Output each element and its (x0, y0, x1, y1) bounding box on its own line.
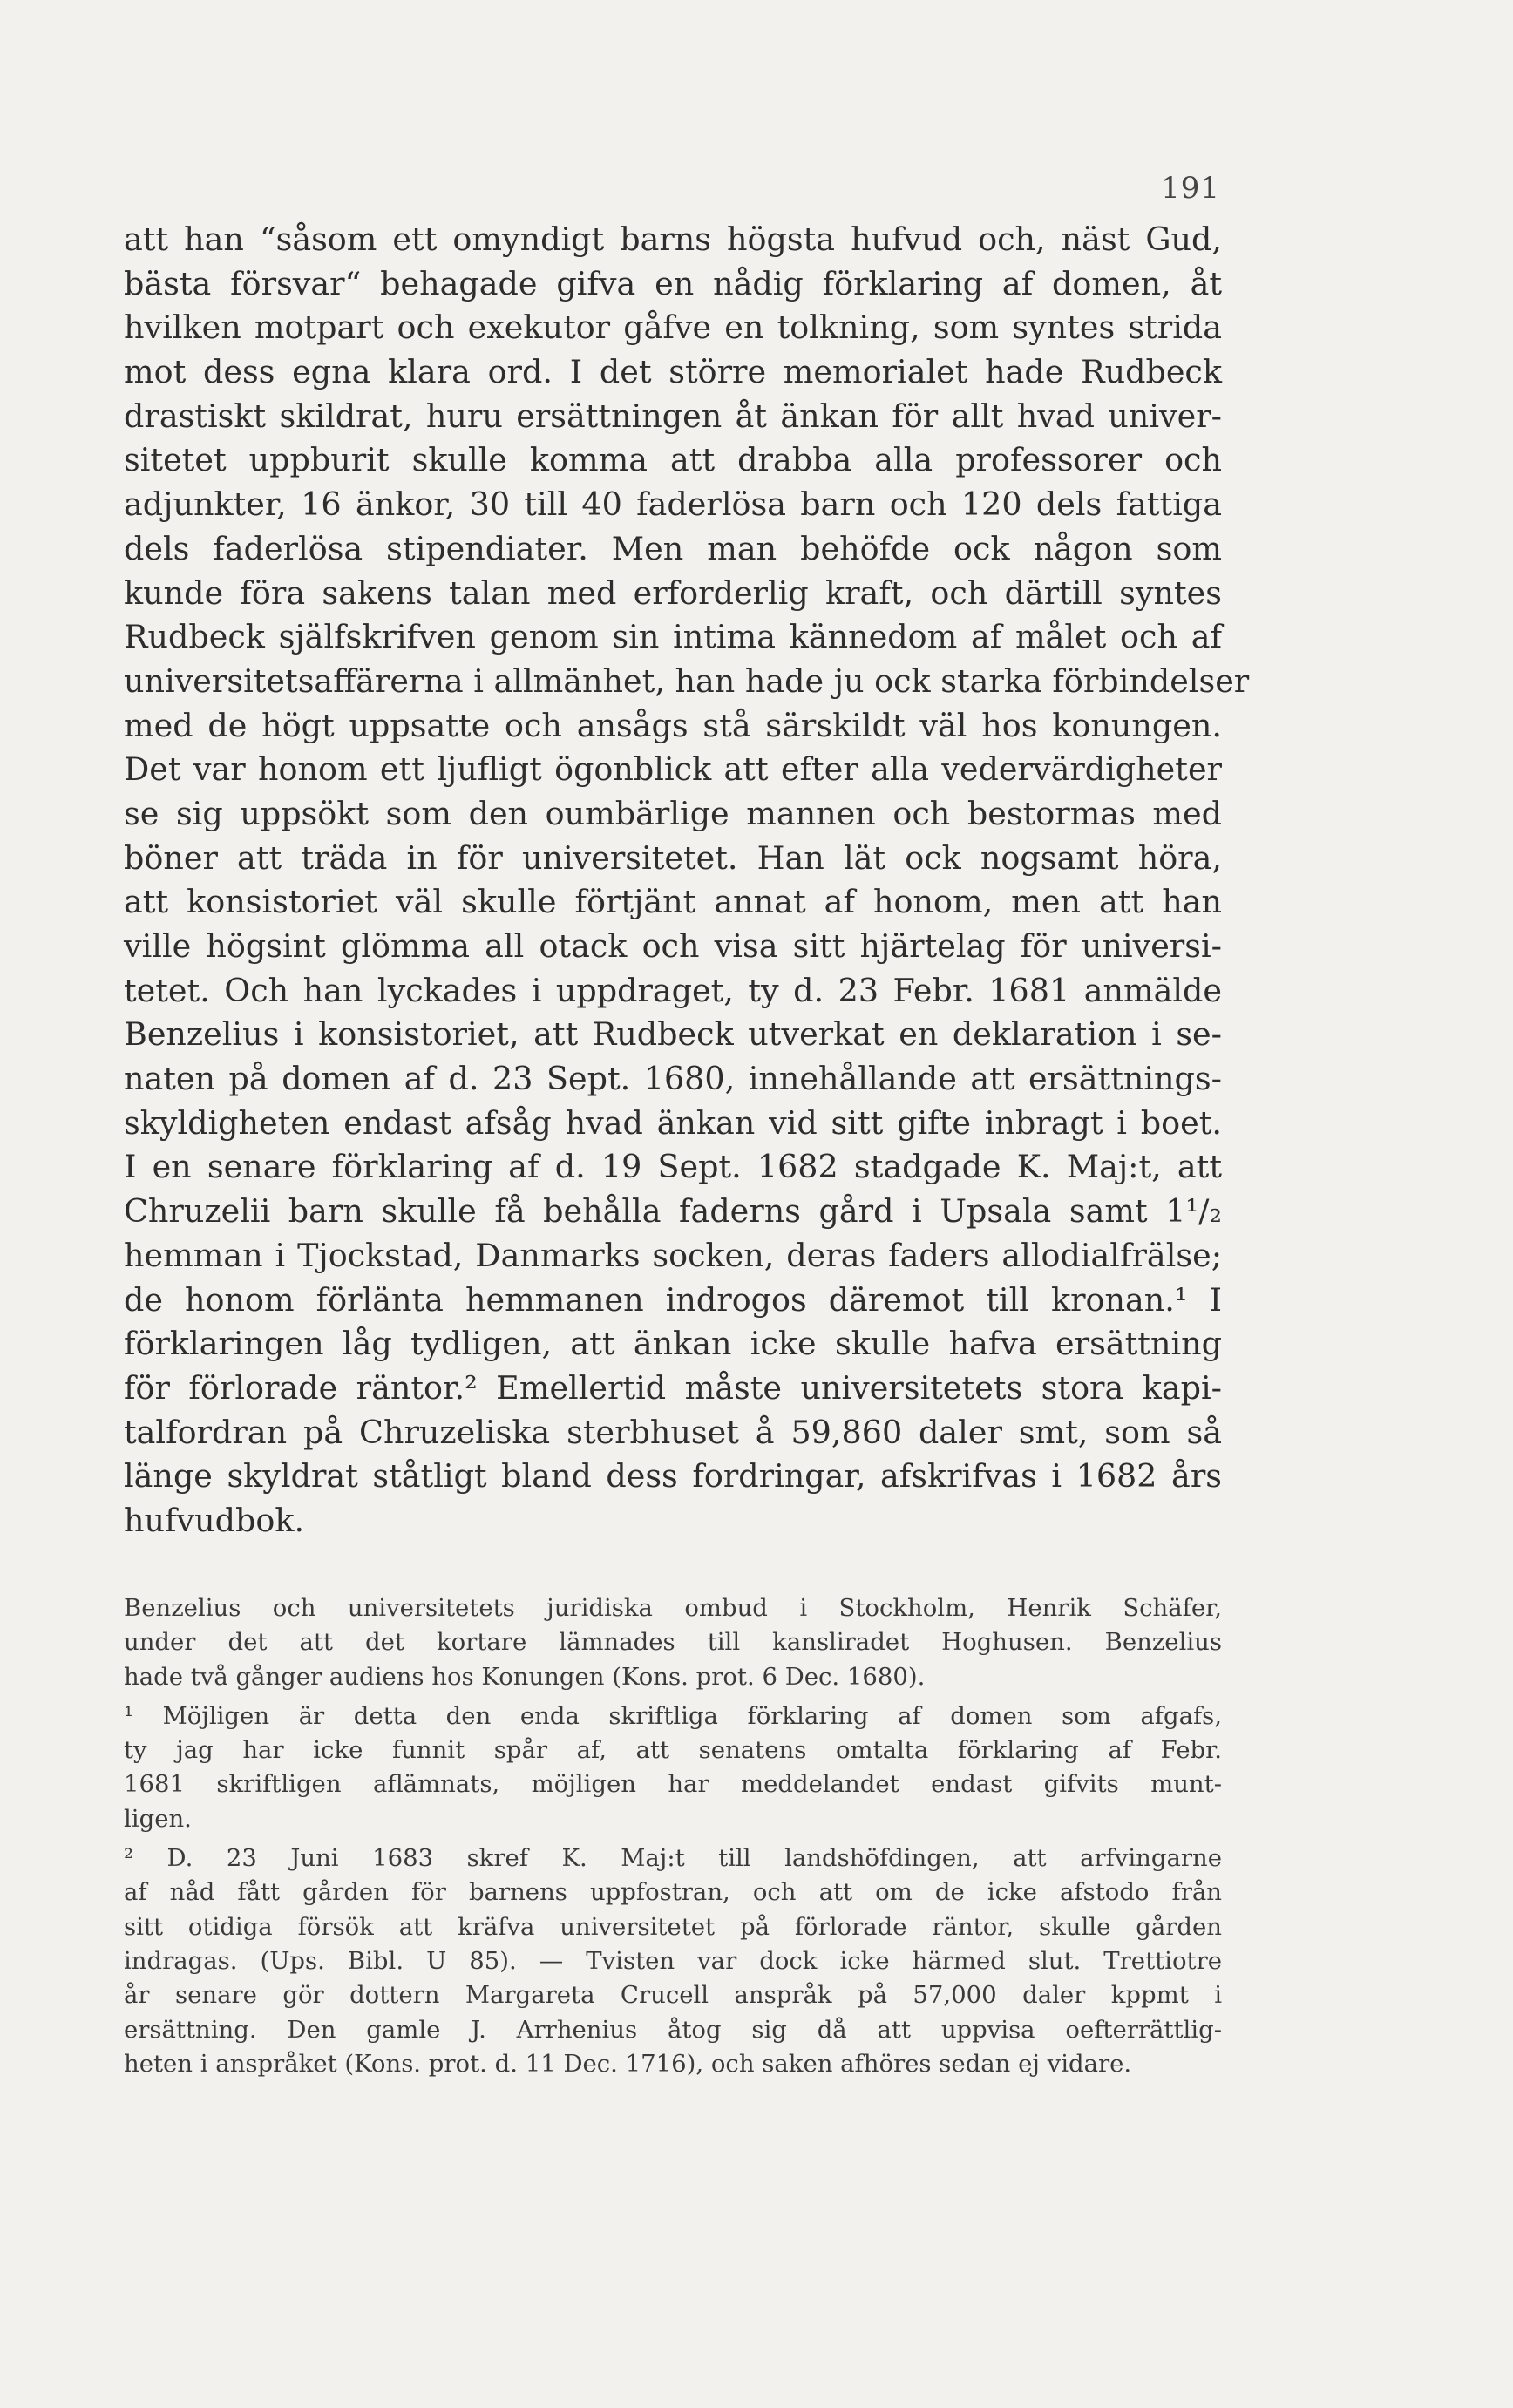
body-line: Rudbeck själfskrifven genom sin intima kännedom af målet och af (124, 618, 1222, 656)
body-line: skyldigheten endast afsåg hvad änkan vid sitt gifte inbragt i boet. (124, 1103, 1222, 1142)
body-line: Chruzelii barn skulle få behålla faderns gård i Upsala samt 1¹/₂ (124, 1192, 1222, 1231)
body-line: Det var honom ett ljufligt ögonblick att efter alla vedervärdigheter (124, 750, 1222, 789)
footnote-line: ligen. (124, 1804, 192, 1833)
footnote-line: under det att det kortare lämnades till kansliradet Hoghusen. Benzelius (124, 1628, 1222, 1657)
body-line: ville högsint glömma all otack och visa sitt hjärtelag för universi- (124, 927, 1222, 965)
body-line: adjunkter, 16 änkor, 30 till 40 faderlösa barn och 120 dels fattiga (124, 485, 1222, 524)
body-line: mot dess egna klara ord. I det större memorialet hade Rudbeck (124, 353, 1222, 391)
footnote-line: hade två gånger audiens hos Konungen (Kons. prot. 6 Dec. 1680). (124, 1662, 926, 1691)
body-line: med de högt uppsatte och ansågs stå särskildt väl hos konungen. (124, 706, 1222, 744)
body-line: se sig uppsökt som den oumbärlige mannen och bestormas med (124, 794, 1222, 832)
body-line: bästa försvar“ behagade gifva en nådig förklaring af domen, åt (124, 264, 1222, 302)
body-line: de honom förlänta hemmanen indrogos däremot till kronan.¹ I (124, 1280, 1222, 1319)
body-line: drastiskt skildrat, huru ersättningen åt änkan för allt hvad univer- (124, 397, 1222, 435)
body-line: universitetsaffärerna i allmänhet, han hade ju ock starka förbindelser (124, 661, 1250, 700)
body-line: tetet. Och han lyckades i uppdraget, ty d. 23 Febr. 1681 anmälde (124, 971, 1222, 1009)
body-line: dels faderlösa stipendiater. Men man behöfde ock någon som (124, 529, 1222, 567)
body-line: Benzelius i konsistoriet, att Rudbeck utverkat en deklaration i se- (124, 1015, 1222, 1054)
body-line: att konsistoriet väl skulle förtjänt annat af honom, men att han (124, 883, 1222, 921)
footnote-line: 1681 skriftligen aflämnats, möjligen har meddelandet endast gifvits munt- (124, 1770, 1222, 1799)
body-line: sitetet uppburit skulle komma att drabba alla professorer och (124, 441, 1222, 479)
page-number: 191 (1161, 171, 1220, 206)
body-line: förklaringen låg tydligen, att änkan icke skulle hafva ersättning (124, 1325, 1222, 1363)
footnote-line: Benzelius och universitetets juridiska ombud i Stockholm, Henrik Schäfer, (124, 1594, 1222, 1622)
footnote-line: ersättning. Den gamle J. Arrhenius åtog sig då att uppvisa oefterrättlig- (124, 2015, 1222, 2044)
footnote-line: af nåd fått gården för barnens uppfostran, och att om de icke afstodo från (124, 1878, 1222, 1907)
footnote-line: år senare gör dottern Margareta Crucell anspråk på 57,000 daler kppmt i (124, 1981, 1222, 2010)
footnote-line: heten i anspråket (Kons. prot. d. 11 Dec. 1716), och saken afhöres sedan ej vidare. (124, 2049, 1132, 2078)
footnote-line: indragas. (Ups. Bibl. U 85). — Tvisten var dock icke härmed slut. Trettiotre (124, 1946, 1222, 1975)
body-line: kunde föra sakens talan med erforderlig kraft, och därtill syntes (124, 573, 1222, 612)
body-line: länge skyldrat ståtligt bland dess fordringar, afskrifvas i 1682 års (124, 1457, 1222, 1496)
body-line: böner att träda in för universitetet. Han lät ock nogsamt höra, (124, 838, 1222, 877)
body-text (124, 218, 1250, 1543)
body-line: naten på domen af d. 23 Sept. 1680, innehållande att ersättnings- (124, 1060, 1222, 1098)
body-line: att han “såsom ett omyndigt barns högsta hufvud och, näst Gud, (124, 220, 1222, 258)
body-line: hufvudbok. (124, 1501, 305, 1539)
body-line: hvilken motpart och exekutor gåfve en tolkning, som syntes strida (124, 309, 1222, 347)
footnote-line: ¹ Möjligen är detta den enda skriftliga förklaring af domen som afgafs, (124, 1701, 1222, 1730)
body-line: hemman i Tjockstad, Danmarks socken, deras faders allodialfrälse; (124, 1236, 1222, 1274)
body-line: för förlorade räntor.² Emellertid måste universitetets stora kapi- (124, 1368, 1222, 1407)
body-line: talfordran på Chruzeliska sterbhuset å 59,860 daler smt, som så (124, 1413, 1222, 1451)
footnote-line: sitt otidiga försök att kräfva universitetet på förlorade räntor, skulle gården (124, 1912, 1222, 1941)
footnotes (124, 1591, 1222, 2081)
body-line: I en senare förklaring af d. 19 Sept. 1682 stadgade K. Maj:t, att (124, 1148, 1222, 1186)
footnote-line: ² D. 23 Juni 1683 skref K. Maj:t till landshöfdingen, att arfvingarne (124, 1844, 1222, 1873)
footnote-line: ty jag har icke funnit spår af, att senatens omtalta förklaring af Febr. (124, 1736, 1222, 1765)
